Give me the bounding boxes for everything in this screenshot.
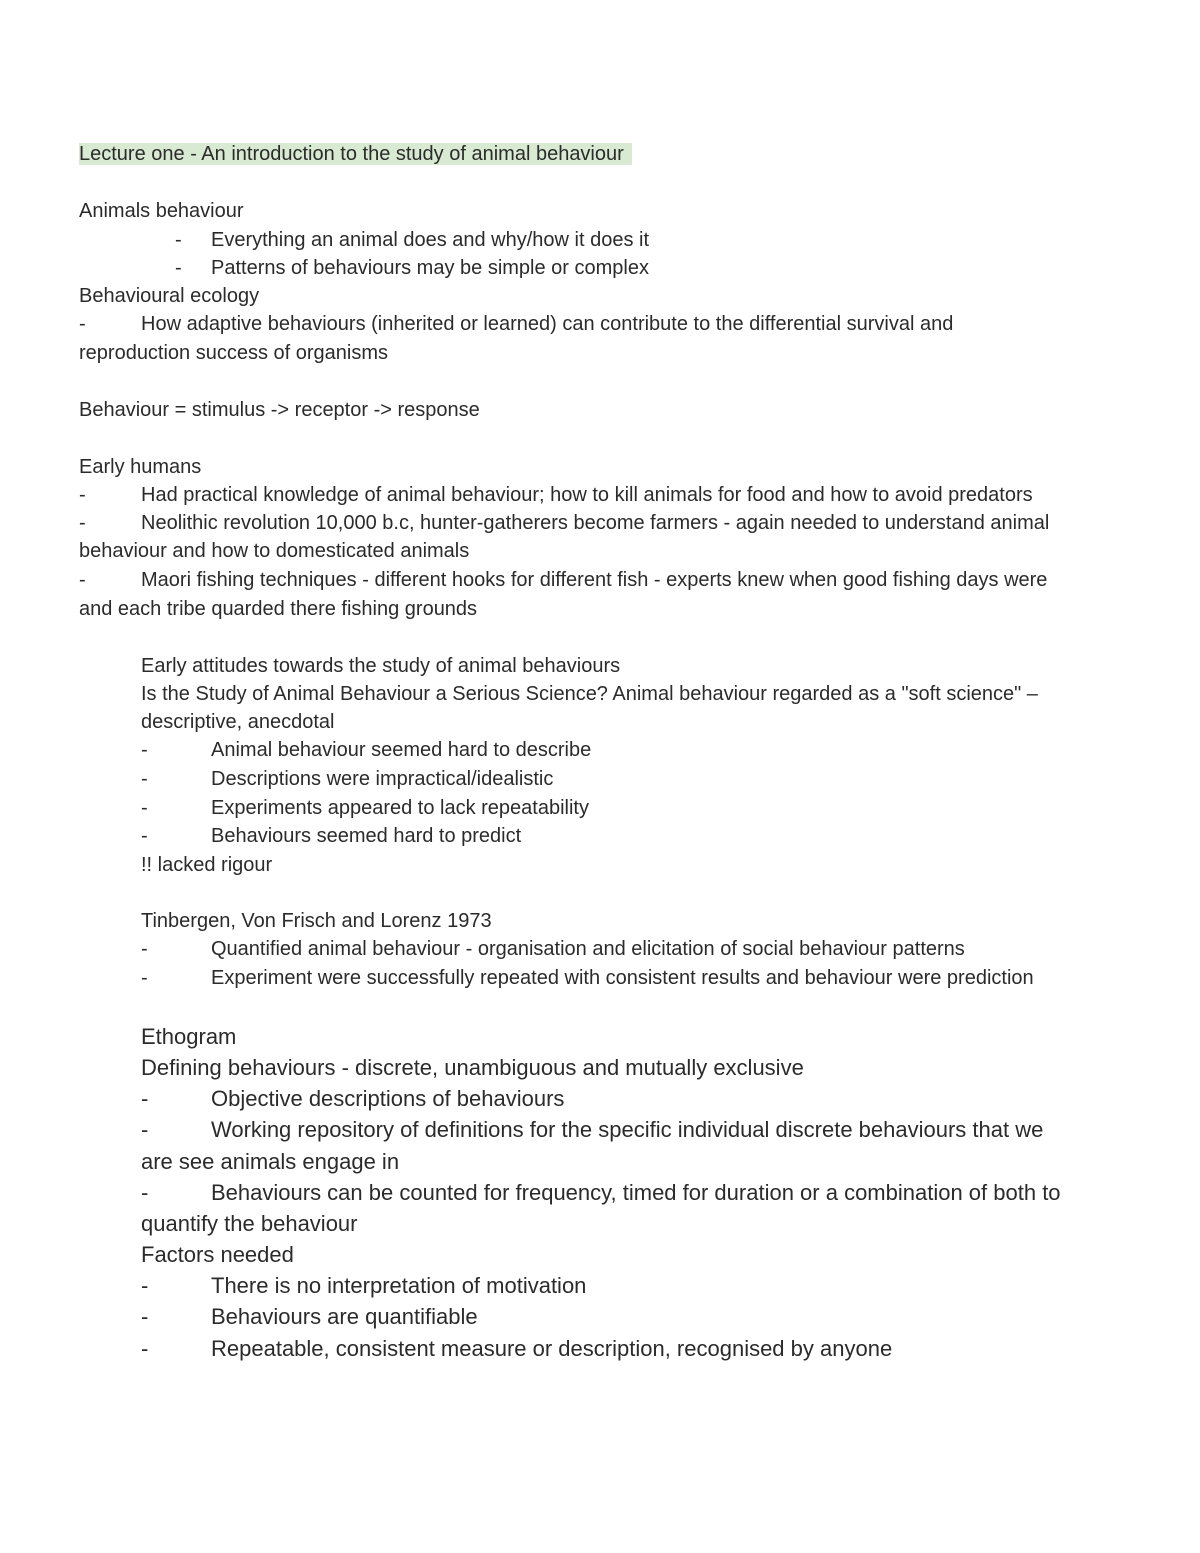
animals-item-1: - Everything an animal does and why/how it does it xyxy=(175,229,650,251)
attitudes-item-4: - Behaviours seemed hard to predict xyxy=(141,825,522,847)
attitudes-item-1: - Animal behaviour seemed hard to describe xyxy=(141,739,592,761)
attitudes-note: !! lacked rigour xyxy=(141,854,273,876)
early-humans-item-2-line-1: - Neolithic revolution 10,000 b.c, hunter-gatherers become farmers - again needed to understand animal xyxy=(79,512,1050,534)
factors-item-3: - Repeatable, consistent measure or description, recognised by anyone xyxy=(141,1336,893,1361)
behaviour-equation: Behaviour = stimulus -> receptor -> response xyxy=(79,399,480,421)
lecture-title-text: Lecture one - An introduction to the study of animal behaviour xyxy=(79,143,632,165)
attitudes-heading: Early attitudes towards the study of animal behaviours xyxy=(141,655,621,677)
factors-item-2: - Behaviours are quantifiable xyxy=(141,1304,478,1329)
ecology-heading: Behavioural ecology xyxy=(79,285,260,307)
attitudes-item-2: - Descriptions were impractical/idealistic xyxy=(141,768,554,790)
lecture-title xyxy=(79,140,632,168)
tinbergen-heading: Tinbergen, Von Frisch and Lorenz 1973 xyxy=(141,910,492,932)
ecology-item-line-2: reproduction success of organisms xyxy=(79,342,389,364)
ethogram-item-2-line-1: - Working repository of definitions for the specific individual discrete behaviours that we xyxy=(141,1117,1044,1142)
early-humans-item-1: - Had practical knowledge of animal behaviour; how to kill animals for food and how to avoid predators xyxy=(79,484,1033,506)
ethogram-item-3-line-1: - Behaviours can be counted for frequency, timed for duration or a combination of both to xyxy=(141,1180,1061,1205)
early-humans-item-3-line-1: - Maori fishing techniques - different hooks for different fish - experts knew when good fishing days were xyxy=(79,569,1048,591)
ethogram-heading: Ethogram xyxy=(141,1024,237,1049)
attitudes-question-line-2: descriptive, anecdotal xyxy=(141,711,335,733)
factors-heading: Factors needed xyxy=(141,1242,294,1267)
animals-heading: Animals behaviour xyxy=(79,200,244,222)
attitudes-item-3: - Experiments appeared to lack repeatability xyxy=(141,797,589,819)
early-humans-item-3-line-2: and each tribe quarded there fishing grounds xyxy=(79,598,478,620)
ethogram-item-2-line-2: are see animals engage in xyxy=(141,1149,400,1174)
early-humans-heading: Early humans xyxy=(79,456,202,478)
factors-item-1: - There is no interpretation of motivation xyxy=(141,1273,587,1298)
ethogram-item-3-line-2: quantify the behaviour xyxy=(141,1211,358,1236)
early-humans-item-2-line-2: behaviour and how to domesticated animals xyxy=(79,540,470,562)
animals-item-2: - Patterns of behaviours may be simple or complex xyxy=(175,257,649,279)
tinbergen-item-2: - Experiment were successfully repeated with consistent results and behaviour were prediction xyxy=(141,967,1034,989)
ethogram-item-1: - Objective descriptions of behaviours xyxy=(141,1086,565,1111)
ethogram-defining: Defining behaviours - discrete, unambiguous and mutually exclusive xyxy=(141,1055,804,1080)
ecology-item-line-1: - How adaptive behaviours (inherited or learned) can contribute to the differential survival and xyxy=(79,313,954,335)
tinbergen-item-1: - Quantified animal behaviour - organisation and elicitation of social behaviour patterns xyxy=(141,938,965,960)
attitudes-question-line-1: Is the Study of Animal Behaviour a Serious Science? Animal behaviour regarded as a "soft science" – xyxy=(141,683,1038,705)
